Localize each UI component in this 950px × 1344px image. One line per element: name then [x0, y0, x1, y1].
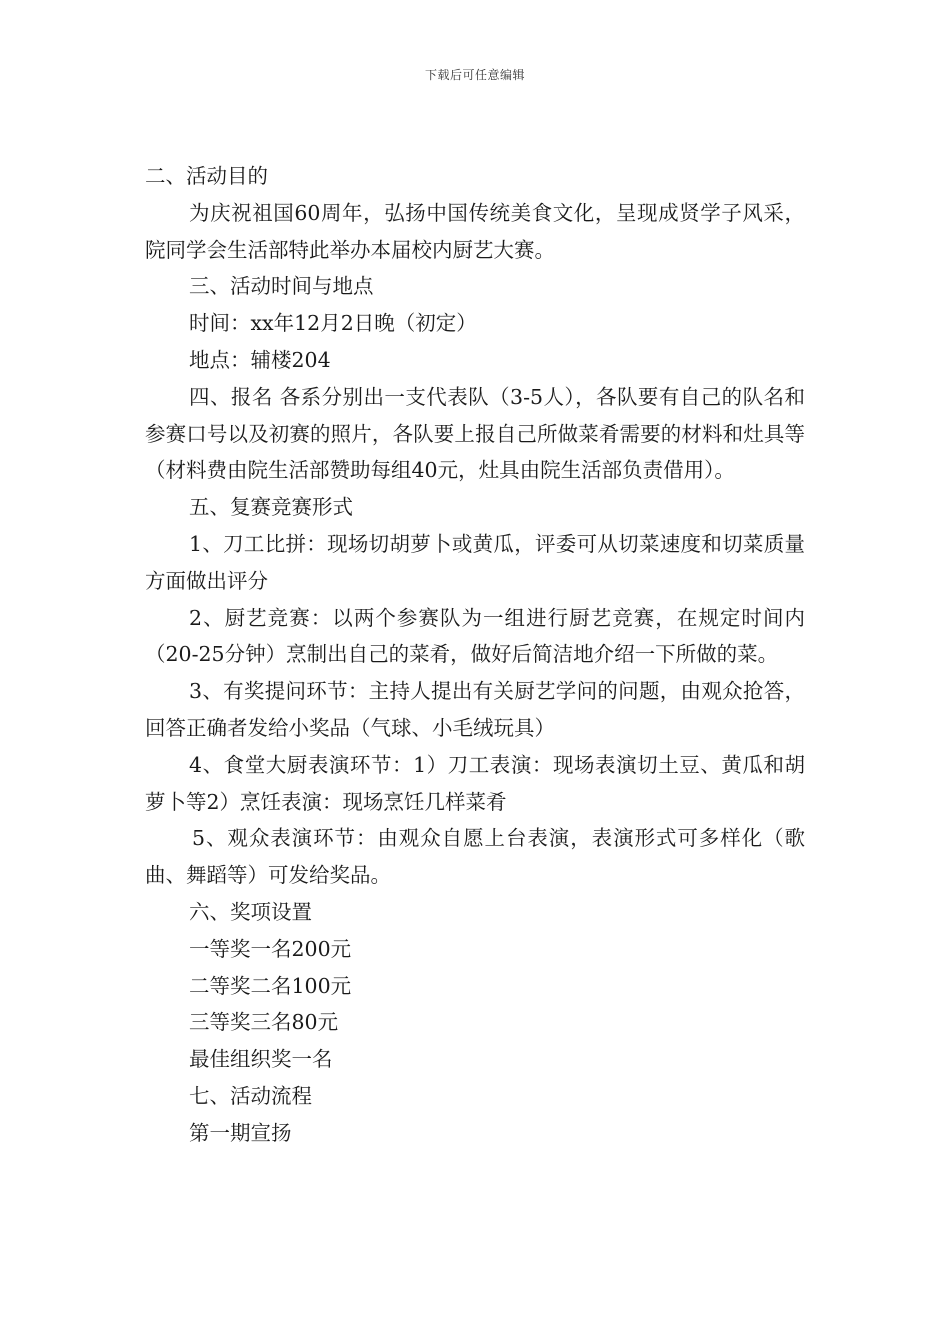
award-best-organization: 最佳组织奖一名 — [189, 1047, 333, 1072]
award-first-prize: 一等奖一名200元 — [189, 936, 352, 961]
page-header-note: 下载后可任意编辑 — [424, 68, 525, 82]
list-item-knife-skills: 1、刀工比拼：现场切胡萝卜或黄瓜，评委可从切菜速度和切菜质量方面做出评分 — [145, 531, 805, 593]
award-second-prize: 二等奖二名100元 — [189, 973, 352, 998]
paragraph-place: 地点：辅楼204 — [189, 347, 331, 372]
section-heading-awards: 六、奖项设置 — [189, 899, 312, 924]
section-heading-process: 七、活动流程 — [189, 1083, 312, 1108]
section-heading-time-place: 三、活动时间与地点 — [189, 274, 374, 299]
award-third-prize: 三等奖三名80元 — [189, 1010, 339, 1035]
paragraph-phase-one: 第一期宣扬 — [189, 1120, 292, 1145]
list-item-audience-show: 5、观众表演环节：由观众自愿上台表演，表演形式可多样化（歌曲、舞蹈等）可发给奖品。 — [145, 826, 805, 888]
paragraph-time: 时间：xx年12月2日晚（初定） — [189, 311, 477, 336]
section-heading-format: 五、复赛竞赛形式 — [189, 495, 353, 520]
section-heading-purpose: 二、活动目的 — [145, 164, 268, 188]
paragraph-registration: 四、报名 各系分别出一支代表队（3-5人），各队要有自己的队名和参赛口号以及初赛的照片，各队要上报自己所做菜肴需要的材料和灶具等（材料费由院生活部赞助每组40元，灶具由院生活部负责借用）。 — [145, 384, 805, 483]
paragraph-purpose: 为庆祝祖国60周年，弘扬中国传统美食文化，呈现成贤学子风采，院同学会生活部特此举办本届校内厨艺大赛。 — [145, 200, 805, 262]
list-item-quiz: 3、有奖提问环节：主持人提出有关厨艺学问的问题，由观众抢答，回答正确者发给小奖品（气球、小毛绒玩具） — [145, 679, 805, 740]
list-item-cooking-contest: 2、厨艺竞赛：以两个参赛队为一组进行厨艺竞赛，在规定时间内（20-25分钟）烹制出自己的菜肴，做好后简洁地介绍一下所做的菜。 — [145, 605, 805, 667]
document-body — [145, 158, 805, 1152]
list-item-chef-show: 4、食堂大厨表演环节：1）刀工表演：现场表演切土豆、黄瓜和胡萝卜等2）烹饪表演：现场烹饪几样菜肴 — [145, 752, 805, 814]
